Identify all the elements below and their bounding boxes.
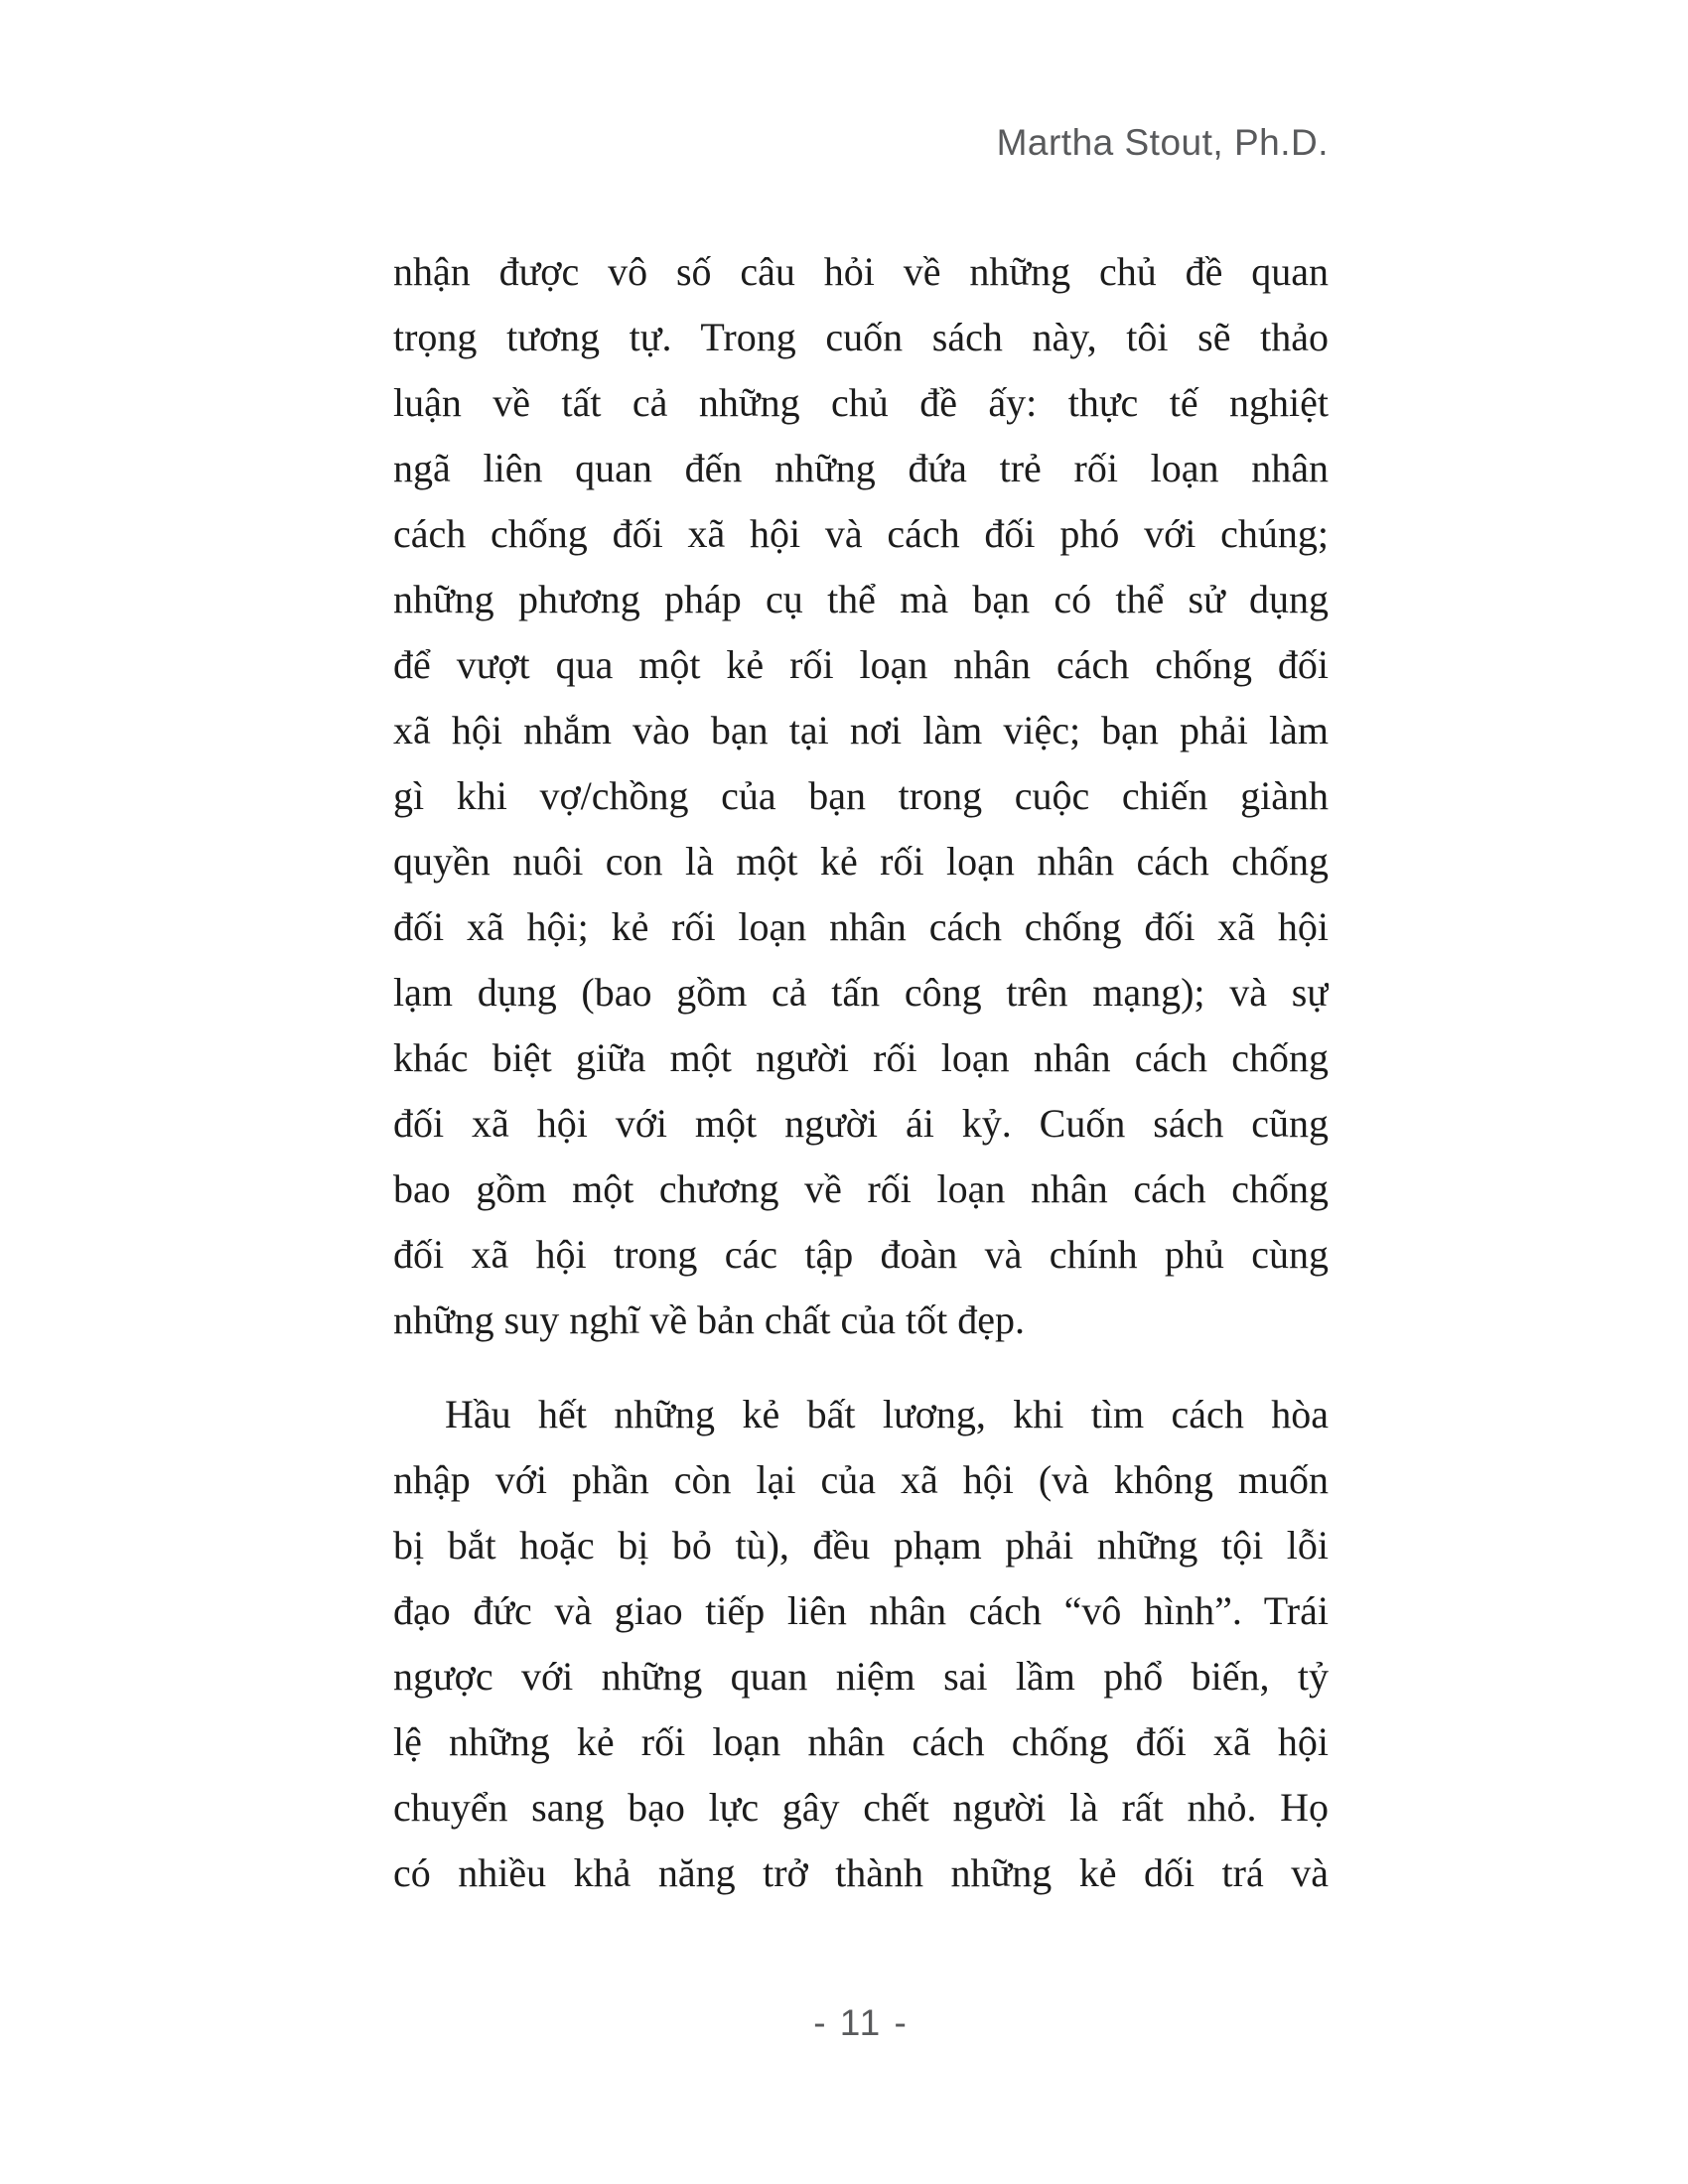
paragraph — [393, 239, 1329, 1353]
text-line: có nhiều khả năng trở thành những kẻ dối trá và — [393, 1850, 1329, 1895]
text-line: luận về tất cả những chủ đề ấy: thực tế nghiệt — [393, 380, 1329, 425]
text-line: nhận được vô số câu hỏi về những chủ đề quan — [393, 249, 1329, 294]
text-line: Hầu hết những kẻ bất lương, khi tìm cách hòa — [445, 1392, 1329, 1436]
paragraph — [393, 1382, 1329, 1906]
text-line: bao gồm một chương về rối loạn nhân cách chống — [393, 1166, 1329, 1211]
text-line: đối xã hội trong các tập đoàn và chính phủ cùng — [393, 1232, 1329, 1277]
page-number: - 11 - — [813, 2002, 909, 2043]
text-line: bị bắt hoặc bị bỏ tù), đều phạm phải những tội lỗi — [393, 1523, 1329, 1568]
text-line: đối xã hội với một người ái kỷ. Cuốn sách cũng — [393, 1101, 1329, 1146]
text-line: lạm dụng (bao gồm cả tấn công trên mạng); và sự — [393, 970, 1329, 1015]
text-line: gì khi vợ/chồng của bạn trong cuộc chiến giành — [393, 773, 1329, 818]
text-line: lệ những kẻ rối loạn nhân cách chống đối xã hội — [393, 1719, 1329, 1764]
text-line: khác biệt giữa một người rối loạn nhân cách chống — [393, 1035, 1329, 1080]
text-line: nhập với phần còn lại của xã hội (và không muốn — [393, 1457, 1329, 1502]
text-line: đối xã hội; kẻ rối loạn nhân cách chống đối xã hội — [393, 904, 1329, 949]
text-line: quyền nuôi con là một kẻ rối loạn nhân cách chống — [393, 839, 1329, 884]
text-line: ngã liên quan đến những đứa trẻ rối loạn nhân — [393, 446, 1329, 490]
text-line: những phương pháp cụ thể mà bạn có thể sử dụng — [393, 577, 1329, 621]
page-body — [393, 239, 1329, 1906]
text-line: xã hội nhắm vào bạn tại nơi làm việc; bạn phải làm — [393, 708, 1329, 752]
text-line: chuyển sang bạo lực gây chết người là rất nhỏ. Họ — [393, 1785, 1329, 1830]
text-line: cách chống đối xã hội và cách đối phó với chúng; — [393, 511, 1329, 556]
text-line: để vượt qua một kẻ rối loạn nhân cách chống đối — [393, 642, 1329, 687]
text-line: những suy nghĩ về bản chất của tốt đẹp. — [393, 1297, 1025, 1342]
text-line: trọng tương tự. Trong cuốn sách này, tôi sẽ thảo — [393, 315, 1329, 359]
running-header-author: Martha Stout, Ph.D. — [996, 122, 1329, 163]
text-line: ngược với những quan niệm sai lầm phổ biến, tỷ — [393, 1654, 1329, 1699]
text-line: đạo đức và giao tiếp liên nhân cách “vô hình”. Trái — [393, 1588, 1329, 1633]
